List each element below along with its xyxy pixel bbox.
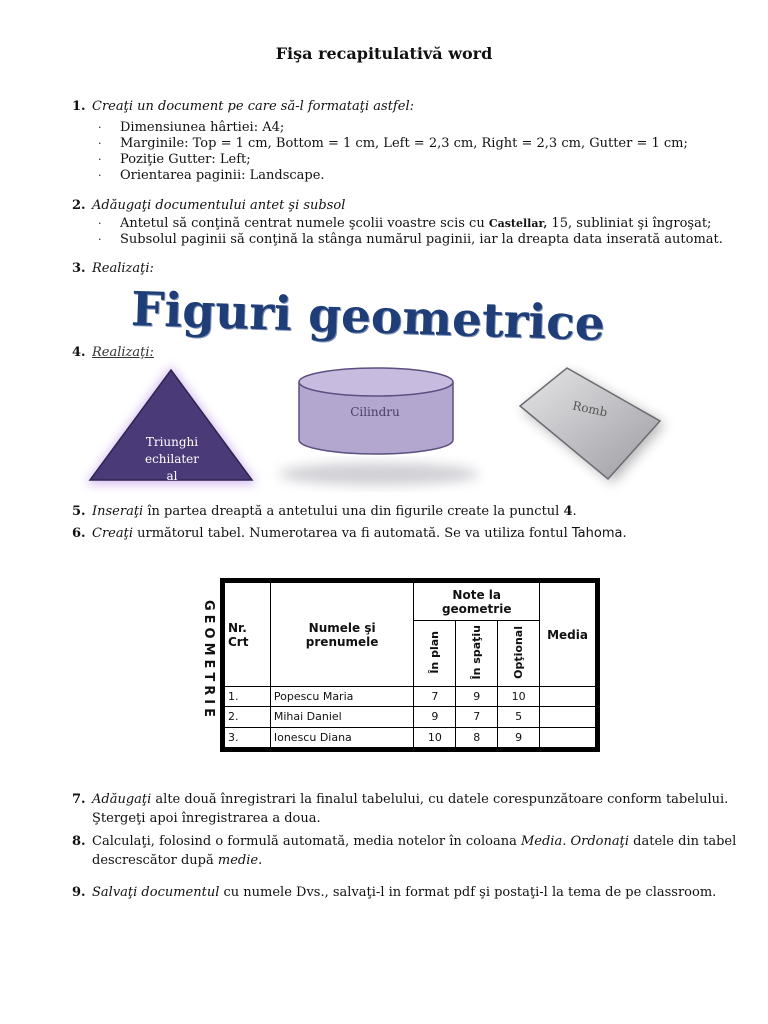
item-8-line-2-pre: descrescător după [92,853,218,868]
table-row [225,687,596,707]
cell-plan: 9 [414,707,456,727]
triangle-label-line-1: Triunghi [145,435,199,449]
header-media: Media [540,583,596,687]
triangle-label [132,434,212,485]
item-1-bullet-4: Orientarea paginii: Landscape. [120,168,325,183]
cell-plan: 10 [414,727,456,747]
item-5-pre: Inseraţi [92,504,144,519]
cell-name: Popescu Maria [270,687,414,707]
header-nr-line-2: Crt [228,634,249,649]
item-9-number: 9. [72,885,86,900]
header-notes-line-1: Note la [452,587,501,602]
item-3-number: 3. [72,261,86,276]
item-2-bullet-1 [120,216,711,231]
item-1-bullet-1: Dimensiunea hârtiei: A4; [120,120,285,135]
grades-table [224,582,596,748]
cell-nr: 1. [225,687,271,707]
item-1-bullet-2: Marginile: Top = 1 cm, Bottom = 1 cm, Left = 2,3 cm, Right = 2,3 cm, Gutter = 1 cm; [120,136,688,151]
item-2-bullet-1-pre: Antetul să conţină centrat numele şcolii voastre scis cu [120,216,489,231]
bullet-marker: · [98,153,102,166]
cell-media [540,707,596,727]
item-7-post: alte două înregistrari la finalul tabelului, cu datele corespunzătoare conform tabelului. [151,792,729,807]
table-frame [220,578,600,752]
item-8-mid: . [562,834,571,849]
header-name-line-1: Numele şi [308,620,376,635]
bullet-marker: · [98,169,102,182]
header-nr-line-1: Nr. [228,620,247,635]
item-8-pre: Calculaţi, folosind o formulă automată, media notelor în coloana [92,834,521,849]
cylinder-top [299,368,453,396]
triangle-label-line-3: al [166,469,178,483]
header-plan [414,621,456,687]
wordart-figuri-geometrice: Figuri geometrice [130,282,606,352]
rhombus-shape [520,368,660,479]
item-1-bullet-3: Poziţie Gutter: Left; [120,152,251,167]
cell-media [540,727,596,747]
item-9-post: cu numele Dvs., salvaţi-l in format pdf şi postaţi-l la tema de pe classroom. [219,885,717,900]
item-6-text [92,526,627,541]
item-9-text [92,885,716,900]
item-7-text [92,792,728,807]
item-5-end: . [572,504,577,519]
item-2-text: Adăugaţi documentului antet şi subsol [92,198,346,213]
table-row [225,707,596,727]
item-2-number: 2. [72,198,86,213]
cell-spatiu: 9 [456,687,498,707]
cylinder-shadow [279,463,479,485]
bullet-marker: · [98,233,102,246]
item-8-line-2-end: . [258,853,263,868]
cell-optional: 5 [498,707,540,727]
cell-nr: 2. [225,707,271,727]
cell-plan: 7 [414,687,456,707]
item-8-line-2-italic: medie [217,853,259,868]
cell-optional: 10 [498,687,540,707]
item-7-line-2: Ştergeţi apoi înregistrarea a doua. [92,811,321,826]
cell-spatiu: 8 [456,727,498,747]
item-8-ordonati: Ordonaţi [570,834,630,849]
item-2-bullet-2: Subsolul paginii să conţină la stânga numărul paginii, iar la dreapta data inserată automat. [120,232,723,247]
bullet-marker: · [98,217,102,230]
header-optional-text: Opţional [512,625,526,679]
item-4-number: 4. [72,345,86,360]
item-6-end: . [622,526,627,541]
table-side-label: GEOMETRIE [201,600,216,722]
header-name-line-2: prenumele [305,634,379,649]
item-7-pre: Adăugaţi [92,792,152,807]
item-1-text: Creaţi un document pe care să-l formataţi astfel: [92,99,414,114]
table-row [225,727,596,747]
rhombus-label: Romb [571,398,609,420]
item-9-pre: Salvaţi documentul [92,885,220,900]
bullet-marker: · [98,121,102,134]
header-spatiu-text: În spaţiu [470,624,484,680]
header-notes-line-2: geometrie [441,601,512,616]
bullet-marker: · [98,137,102,150]
header-spatiu [456,621,498,687]
item-4-text: Realizaţi: [92,345,154,360]
item-8-line-2 [92,853,262,868]
cell-name: Ionescu Diana [270,727,414,747]
cell-media [540,687,596,707]
item-6-post: următorul tabel. Numerotarea va fi automată. Se va utiliza fontul [133,526,572,541]
item-2-bullet-1-post: 15, subliniat şi îngroşat; [547,216,712,231]
item-5-text [92,504,577,519]
item-3-text: Realizaţi: [92,261,154,276]
page-title: Fişa recapitulativă word [275,44,493,63]
header-name [270,583,414,687]
item-8-media: Media [520,834,563,849]
cell-spatiu: 7 [456,707,498,727]
item-7-number: 7. [72,792,86,807]
item-1-number: 1. [72,99,86,114]
item-5-number: 5. [72,504,86,519]
item-8-post: datele din tabel [629,834,737,849]
header-optional [498,621,540,687]
cell-name: Mihai Daniel [270,707,414,727]
item-5-post: în partea dreaptă a antetului una din figurile create la punctul [143,504,564,519]
cell-nr: 3. [225,727,271,747]
item-6-pre: Creaţi [92,526,133,541]
header-plan-text: În plan [428,630,442,674]
cylinder-label: Cilindru [350,405,400,419]
header-notes [414,583,540,621]
header-nr-crt [225,583,271,687]
item-8-text [92,834,736,849]
item-5-bold: 4 [563,504,573,519]
triangle-label-line-2: echilater [144,452,200,466]
castellar-font-name: Castellar, [488,217,548,230]
item-6-number: 6. [72,526,86,541]
tahoma-font-name: Tahoma [571,526,623,541]
item-8-number: 8. [72,834,86,849]
cell-optional: 9 [498,727,540,747]
